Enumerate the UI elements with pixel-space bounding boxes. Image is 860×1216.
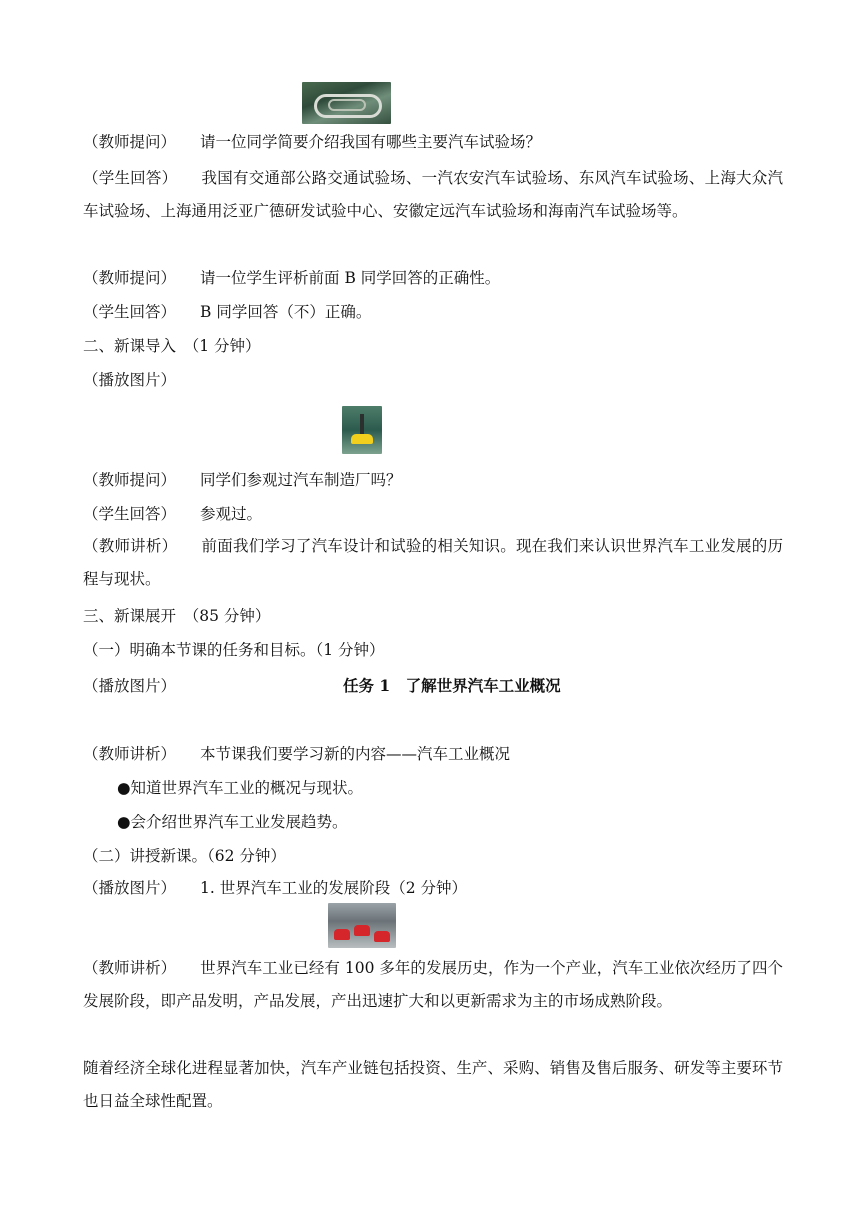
paragraph-text: 随着经济全球化进程显著加快，汽车产业链包括投资、生产、采购、销售及售后服务、研发等主要环节也日益全球性配置。 [83, 1059, 783, 1110]
paragraph-teacher-question-1 [83, 132, 541, 152]
speaker-tag: （学生回答） [83, 303, 177, 321]
paragraph-text: 世界汽车工业已经有 100 多年的发展历史，作为一个产业，汽车工业依次经历了四个发展阶段，即产品发明，产品发展，产出迅速扩大和以更新需求为主的市场成熟阶段。 [83, 959, 783, 1010]
speaker-tag: （学生回答） [83, 169, 178, 187]
paragraph-teacher-explain-2 [83, 744, 510, 764]
objective-item: ●会介绍世界汽车工业发展趋势。 [117, 813, 348, 831]
paragraph-text: 前面我们学习了汽车设计和试验的相关知识。现在我们来认识世界汽车工业发展的历程与现状。 [83, 537, 783, 588]
topic-title: 1. 世界汽车工业的发展阶段（2 分钟） [200, 879, 468, 897]
paragraph-teacher-question-2 [83, 268, 500, 288]
paragraph-globalization [83, 1052, 783, 1118]
paragraph-text: B 同学回答（不）正确。 [200, 303, 372, 321]
task-title-line [83, 676, 783, 696]
speaker-tag: （播放图片） [83, 677, 177, 695]
paragraph-text: 我国有交通部公路交通试验场、一汽农安汽车试验场、东风汽车试验场、上海大众汽车试验场、上海通用泛亚广德研发试验中心、安徽定远汽车试验场和海南汽车试验场等。 [83, 169, 783, 220]
section-heading-intro: 二、新课导入 （1 分钟） [83, 337, 261, 355]
paragraph-student-answer-3 [83, 504, 262, 524]
paragraph-text: 同学们参观过汽车制造厂吗？ [200, 471, 402, 489]
red-car-shape [374, 931, 390, 942]
section-heading-expand: 三、新课展开 （85 分钟） [83, 607, 271, 625]
paragraph-text: 请一位同学简要介绍我国有哪些主要汽车试验场？ [200, 133, 542, 151]
speaker-tag: （教师提问） [83, 269, 177, 287]
subsection-heading-goals: （一）明确本节课的任务和目标。（1 分钟） [83, 641, 385, 659]
paragraph-student-answer-1 [83, 162, 783, 228]
paragraph-teacher-explain-3 [83, 952, 783, 1018]
paragraph-text: 请一位学生评析前面 B 同学回答的正确性。 [200, 269, 501, 287]
track-inner-shape [328, 99, 366, 111]
speaker-tag: （教师提问） [83, 133, 177, 151]
paragraph-teacher-question-3 [83, 470, 402, 490]
speaker-tag: （教师讲析） [83, 959, 177, 977]
paragraph-text: 本节课我们要学习新的内容——汽车工业概况 [200, 745, 511, 763]
speaker-tag: （教师提问） [83, 471, 177, 489]
assembly-line-image [328, 903, 396, 948]
topic-line-stages [83, 878, 467, 898]
factory-image [342, 406, 382, 454]
paragraph-student-answer-2 [83, 302, 371, 322]
speaker-tag: （播放图片） [83, 879, 177, 897]
red-car-shape [334, 929, 350, 940]
paragraph-text: 参观过。 [200, 505, 263, 523]
task-title: 任务 1 了解世界汽车工业概况 [343, 676, 561, 695]
paragraph-teacher-explain-1 [83, 530, 783, 596]
yellow-car-shape [351, 434, 373, 444]
robot-arm-shape [360, 414, 364, 434]
play-image-note: （播放图片） [83, 371, 177, 389]
red-car-shape [354, 925, 370, 936]
objective-item: ●知道世界汽车工业的概况与现状。 [117, 779, 364, 797]
speaker-tag: （教师讲析） [83, 745, 177, 763]
speaker-tag: （学生回答） [83, 505, 177, 523]
speaker-tag: （教师讲析） [83, 537, 178, 555]
subsection-heading-lecture: （二）讲授新课。（62 分钟） [83, 847, 286, 865]
test-track-image [302, 82, 391, 124]
